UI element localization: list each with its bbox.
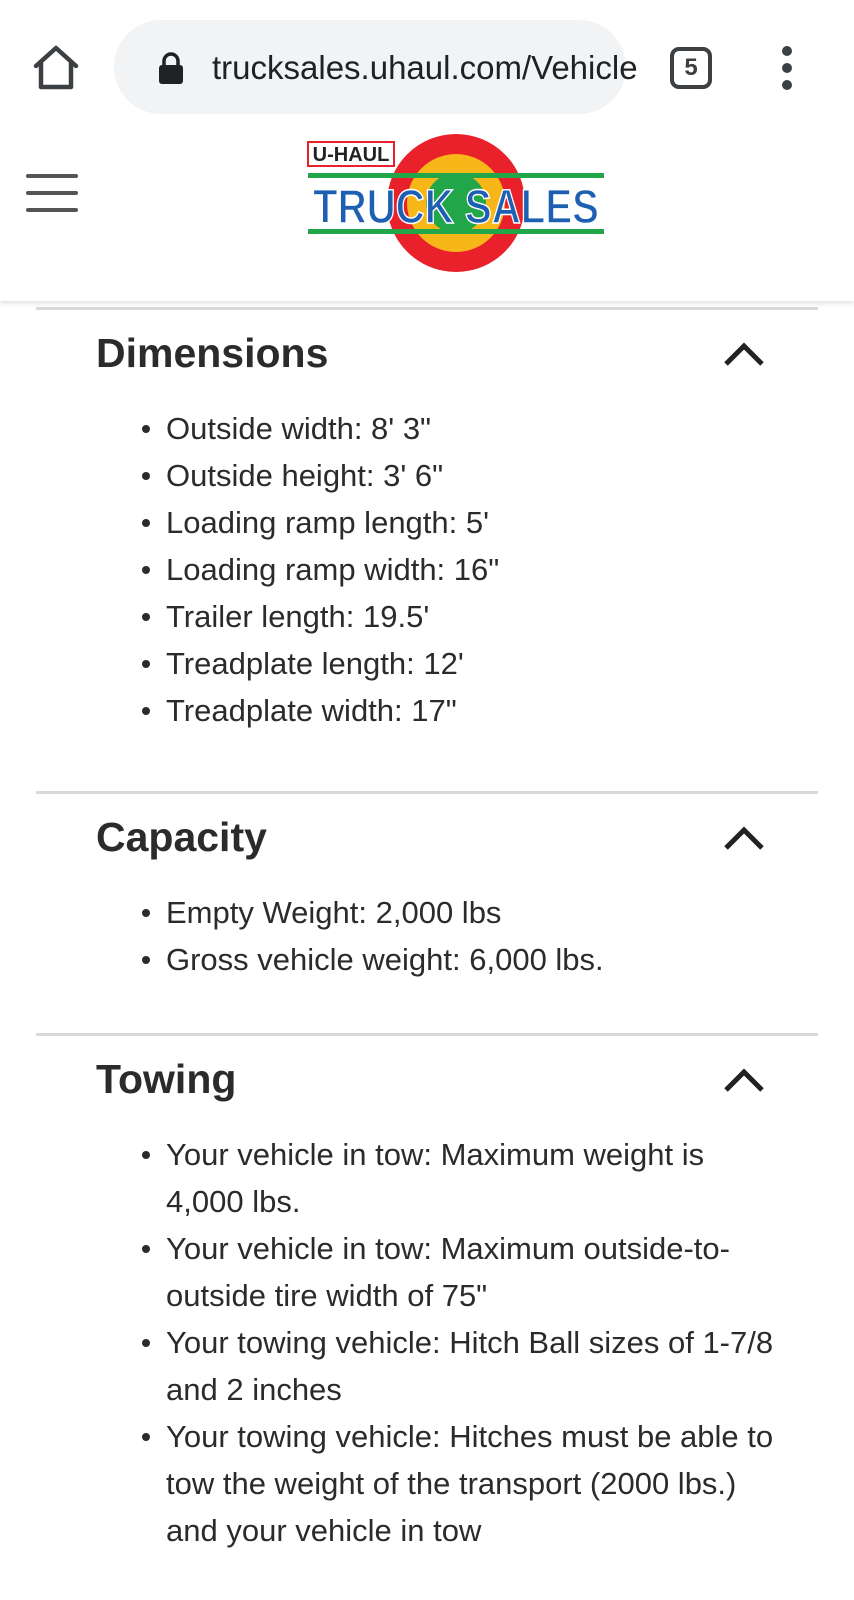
list-item: Treadplate width: 17" (166, 687, 818, 734)
tab-count: 5 (684, 54, 698, 81)
site-header (0, 133, 854, 301)
list-item: Loading ramp width: 16" (166, 546, 818, 593)
uhaul-truck-sales-logo[interactable] (308, 135, 616, 279)
list-item: Treadplate length: 12' (166, 640, 818, 687)
section-title: Towing (96, 1056, 237, 1102)
towing-list (36, 1131, 818, 1554)
chevron-up-icon[interactable] (722, 1066, 766, 1094)
address-bar[interactable] (114, 20, 638, 114)
dimensions-list (36, 405, 818, 791)
hamburger-menu-icon[interactable] (26, 174, 78, 212)
logo-title-text: TRUCK SALES (313, 181, 599, 234)
list-item: Empty Weight: 2,000 lbs (166, 889, 818, 936)
capacity-section (36, 791, 818, 1033)
list-item: Outside height: 3' 6" (166, 452, 818, 499)
dimensions-section (36, 307, 818, 791)
section-header[interactable] (36, 310, 818, 405)
spec-content (36, 307, 818, 1554)
home-icon[interactable] (30, 42, 82, 94)
list-item: Trailer length: 19.5' (166, 593, 818, 640)
logo-brand-text: U-HAUL (312, 144, 390, 166)
chevron-up-icon[interactable] (722, 824, 766, 852)
tab-switcher-button[interactable] (670, 47, 712, 89)
section-title: Capacity (96, 814, 267, 860)
list-item: Gross vehicle weight: 6,000 lbs. (166, 936, 818, 983)
list-item: Your vehicle in tow: Maximum weight is 4,000 lbs. (166, 1131, 818, 1225)
list-item: Your towing vehicle: Hitch Ball sizes of 1-7/8 and 2 inches (166, 1319, 818, 1413)
list-item: Your towing vehicle: Hitches must be able to tow the weight of the transport (2000 lbs.) and your vehicle in tow (166, 1413, 818, 1554)
chevron-up-icon[interactable] (722, 340, 766, 368)
lock-icon (154, 51, 188, 85)
browser-toolbar (0, 0, 854, 134)
section-header[interactable] (36, 1036, 818, 1131)
section-header[interactable] (36, 794, 818, 889)
list-item: Loading ramp length: 5' (166, 499, 818, 546)
towing-section (36, 1033, 818, 1554)
list-item: Your vehicle in tow: Maximum outside-to-outside tire width of 75" (166, 1225, 818, 1319)
list-item: Outside width: 8' 3" (166, 405, 818, 452)
more-options-icon[interactable] (770, 44, 806, 92)
section-title: Dimensions (96, 330, 329, 376)
url-text: trucksales.uhaul.com/Vehicle (212, 49, 638, 86)
capacity-list (36, 889, 818, 1033)
